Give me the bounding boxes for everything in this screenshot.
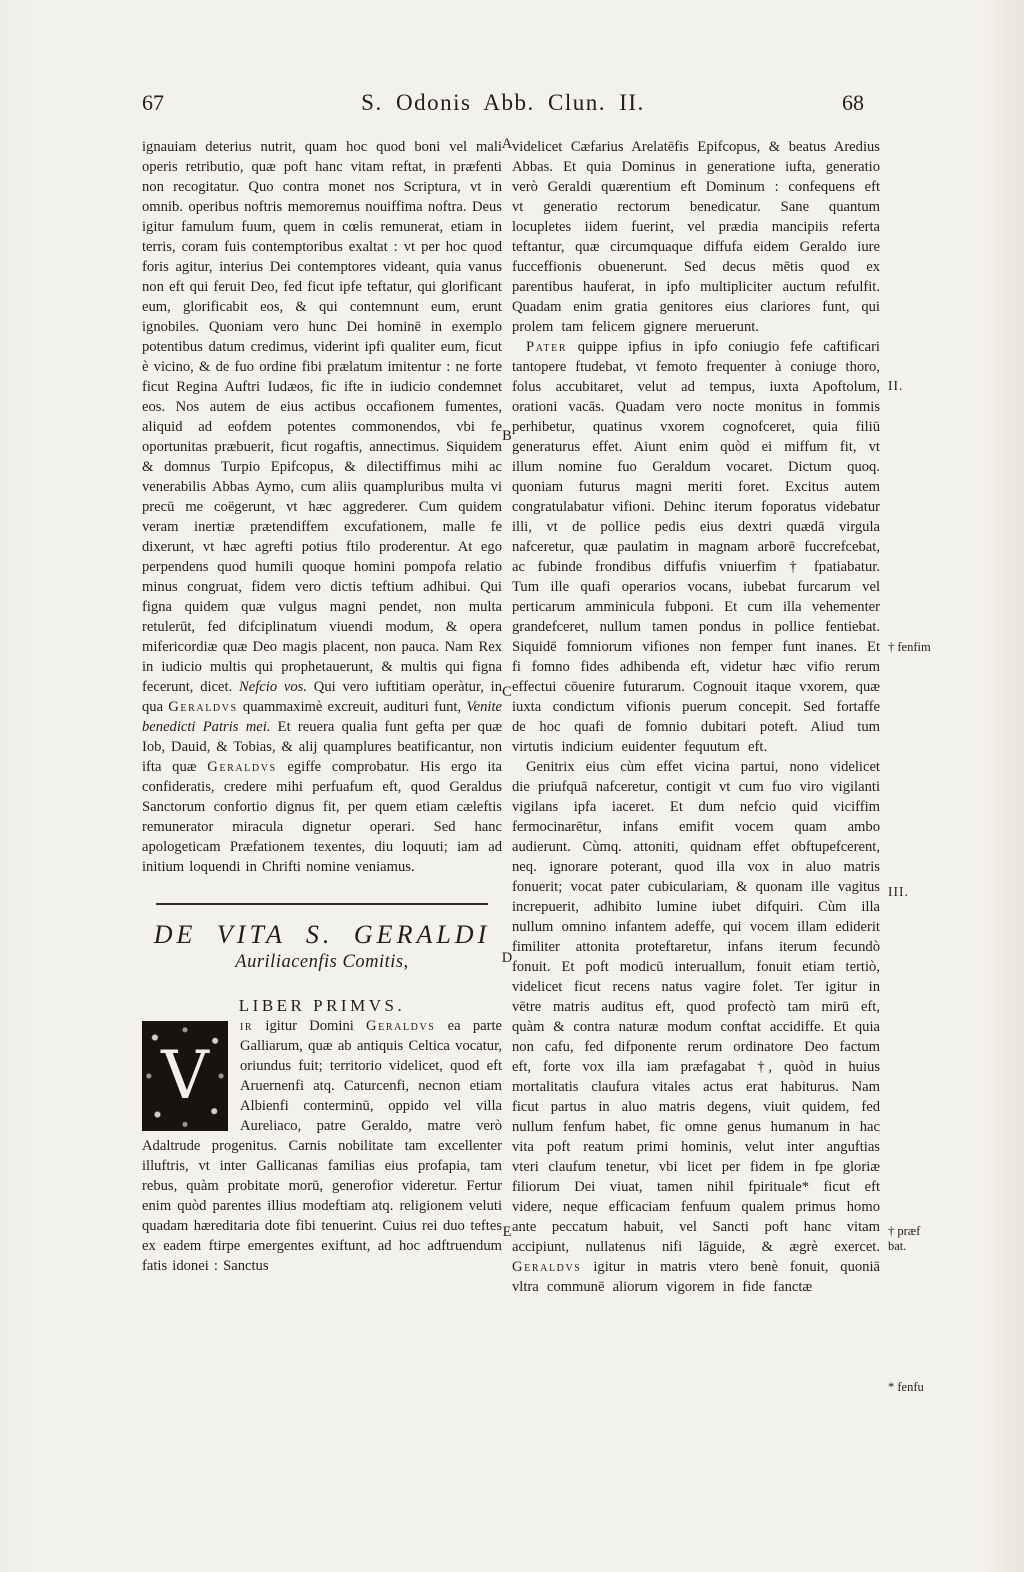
section-heading	[142, 903, 502, 1016]
section-book-heading: LIBER PRIMVS.	[238, 996, 406, 1015]
margin-note-fenfu: * fenfu	[888, 1380, 924, 1394]
right-column	[512, 137, 880, 1297]
gutter-letter-a: A	[501, 136, 513, 152]
section-title: DE VITA S. GERALDI	[153, 920, 491, 949]
drop-cap-initial-v	[142, 1021, 228, 1131]
gutter-letter-d: D	[501, 950, 513, 966]
section-subtitle: Auriliacenfis Comitis,	[235, 952, 409, 972]
margin-note-fenfim: † fenfim	[888, 640, 931, 654]
margin-note-praef	[888, 1224, 1022, 1254]
right-paragraph-2: Pater quippe ipfius in ipfo coniugio fefe caftificari tantopere ftudebat, vt femoto frequenter à coniuge thoro, folus accubitaret, velut ad tempus, iuxta Apoftolum, orationi vacās. Quadam vero nocte monitus in fommis perhibetur, quatinus vxorem cognofceret, quia filiū generaturus effet. Aiunt enim quòd ei miffum fit, vt illum nomine fuo Geraldum vocaret. Dictum quoq. quoniam futurus magni meriti foret. Excitus autem congratulabatur vifioni. Dehinc iterum foporatus videbatur illi, vt de pollice pedis eius dextri quædā virgula nafceretur, quæ paulatim in magnam arborē fuccrefcebat, ac fubinde frondibus diffufis vniuerfim † fpatiabatur. Tum ille quafi operarios vocans, iubebat furcarum vel perticarum amminicula fubponi. Et cum illa vehementer grandefceret, nullum tamen pondus in pollice fentiebat. Siquidē fomniorum vifiones non femper funt inanes. Et fi fomno fides adhibenda eft, videtur hæc vifio rerum effectui cōuenire futurarum. Cognouit itaque vxorem, quæ iuxta condictum vifionis puerum concepit. Sed fortaffe de hoc quafi de fomnio dubitari poteft. Aliud tum virtutis indicium euidenter fequutum eft.	[512, 339, 880, 755]
drop-cap-letter: V	[161, 1037, 209, 1114]
section-divider-rule	[156, 903, 487, 905]
preface-paragraph: ignauiam deterius nutrit, quam hoc quod boni vel mali operis retributio, quæ poft hanc vitam reftat, in præfenti non recogitatur. Quo contra monet nos Scriptura, vt in omnib. operibus noftris memoremus nouiffima noftra. Deus igitur famulum fuum, quem in cœlis remunerat, etiam in terris, coram fuis contemptoribus exaltat : vt per hoc quod foris agitur, interius Dei contemptores videant, quia vanus non eft qui feruit Deo, fed ficut ipfe teftatur, qui glorificant eum, glorificabit eos, & qui contemnunt eum, erunt ignobiles. Quoniam vero hunc Dei hominē in exemplo potentibus datum credimus, viderint ipfi qualiter eum, ficut è vicino, & de fuo ordine fibi prælatum imitentur : ne forte ficut Regina Auftri Iudæos, fic ifte in iudicio condemnet eos. Nos autem de eius actibus occafionem fumentes, aliquid ad eofdem potentes commonendos, vbi fe oportunitas præbuerit, ficut rogaftis, annectimus. Siquidem & domnus Turpio Epifcopus, & dilectiffimus mihi ac venerabilis Abbas Aymo, cum aliis quampluribus multa vi precū me coëgerunt, vt hæc aggrederer. Cum quidem veram inertiæ prætendiffem excufationem, malle fe dixerunt, vt hæc agrefti potius ftilo proderentur. At ego perpendens quod humili quoque homini pompofa relatio minus congruat, fidem vero dictis teftium adhibui. Qui figna quidem quæ vulgus magni pendet, non multa retulerūt, fed difciplinatum viuendi modum, & opera mifericordiæ quæ Deo magis placent, non pauca. Nam Rex in iudicio multis qui prophetauerunt, & multis qui figna fecerunt, dicet. Nefcio vos. Qui vero iuftitiam operàtur, in qua Geraldvs quammaximè excreuit, audituri funt, Venite benedicti Patris mei. Et reuera qualia funt gefta per quæ Iob, Dauid, & Tobias, & alij quamplures beatificantur, non ifta quæ Geraldvs egiffe comprobatur. His ergo ita confideratis, credere mihi perfuafum eft, quod Geraldus Sanctorum confortio dignus fit, per quem etiam cæleftis remunerator miracula dignetur operari. Sed hanc apologeticam Præfationem texentes, diu loquuti; iam ad initium loquendi in Chrifti nomine veniamus.	[142, 139, 502, 875]
right-paragraph-3: Genitrix eius cùm effet vicina partui, nono videlicet die priufquā nafceretur, contigit vt cum fuo viro vigilanti vigilans ipfa iaceret. Et dum nefcio quid viciffim fermocinarētur, infans emifit vocem quam ambo audierunt. Cùmq. attoniti, quidnam effet obftupefcerent, neq. ignorare poterant, quod illa vox in aluo matris fonuerit; vocat pater cubiculariam, & quonam ille vagitus increpuerit, adhibito lumine iubet difquiri. Cùm illa nullum omnino infantem adeffe, qui vocem illam ediderit fimiliter attonita proteftaretur, infans iterum fecundò fonuit. Et poft modicū interuallum, fonuit etiam tertiò, videlicet ficut recens natus vagire folet. Ter igitur in vētre matris auditus eft, quod profectò tam mirū eft, quàm & contra naturæ modum conftat accidiffe. Et quia non cafu, fed difponente rerum ordinatore Deo factum eft, forte vox illa iam præfagabat †, quòd in huius mortalitatis claufura vitales actus erat habiturus. Nam ficut partus in aluo matris degens, viuit quidem, fed nullum fenfum habet, fic omne genus humanum in hac vita poft reatum primi hominis, velut inter anguftias vteri claufum tenetur, vbi licet per fidem in fpe gloriæ filiorum Dei viuat, tamen nihil fpirituale* ficut eft videre, neque efficaciam fenfuum qualem primus homo ante peccatum habuit, vel Sancti poft hanc vitam accipiunt, nullatenus nifi lāguide, & ægrè exercet. Geraldvs igitur in matris vtero benè fonuit, quoniā vltra communē aliorum vigorem in fide fanctæ	[512, 759, 880, 1295]
page-header	[142, 90, 864, 116]
running-title: S. Odonis Abb. Clun. II.	[361, 90, 645, 115]
gutter-letter-e: E	[502, 1224, 512, 1240]
gutter-letter-c: C	[502, 684, 512, 700]
margin-note-praef-line1: † præf	[888, 1224, 921, 1238]
gutter-letter-b: B	[502, 428, 512, 444]
margin-note-praef-line2: bat.	[888, 1239, 907, 1253]
vita-opening-paragraph	[142, 1016, 502, 1276]
left-column	[142, 137, 502, 1276]
margin-note-chapter-ii: II.	[888, 378, 904, 393]
vita-opening-text: ir igitur Domini Geraldvs ea parte Galliarum, quæ ab antiquis Celtica vocatur, oriundus fuit; territorio videlicet, quod eft Aruernenfi atq. Caturcenfi, necnon etiam Albienfi conterminū, oppido vel villa Aureliaco, patre Geraldo, matre verò Adaltrude progenitus. Carnis nobilitate tam excellenter illuftris, vt inter Gallicanas familias eius profapia, tam rebus, quàm probitate morū, generofior videretur. Fertur enim quòd parentes illius modeftiam atq. religionem veluti quadam hæreditaria dote fibi tenuerint. Cuius rei duo teftes ex eadem ftirpe emergentes exiftunt, ad hoc adftruendum fatis idonei : Sanctus	[142, 1018, 502, 1274]
margin-note-chapter-iii: III.	[888, 884, 909, 899]
page-number-right: 68	[841, 90, 864, 115]
page-number-left: 67	[142, 90, 164, 115]
right-paragraph-1: videlicet Cæfarius Arelatēfis Epifcopus, & beatus Aredius Abbas. Et quia Dominus in generatione iufta, generatio verò Geraldi quærentium eft Dominum : confequens eft vt generatio rectorum benedicatur. Sane quantum locupletes iidem fuerint, vel prædia mancipiis referta teftantur, quæ circumquaque diffufa eidem Geraldo iure fucceffionis obuenerunt. Sed decus mētis quod ex parentibus hauferat, in ipfo multipliciter auctum refulfit. Quadam enim gratia genitores eius clariores funt, qui prolem tam felicem gignere meruerunt.	[512, 139, 880, 335]
